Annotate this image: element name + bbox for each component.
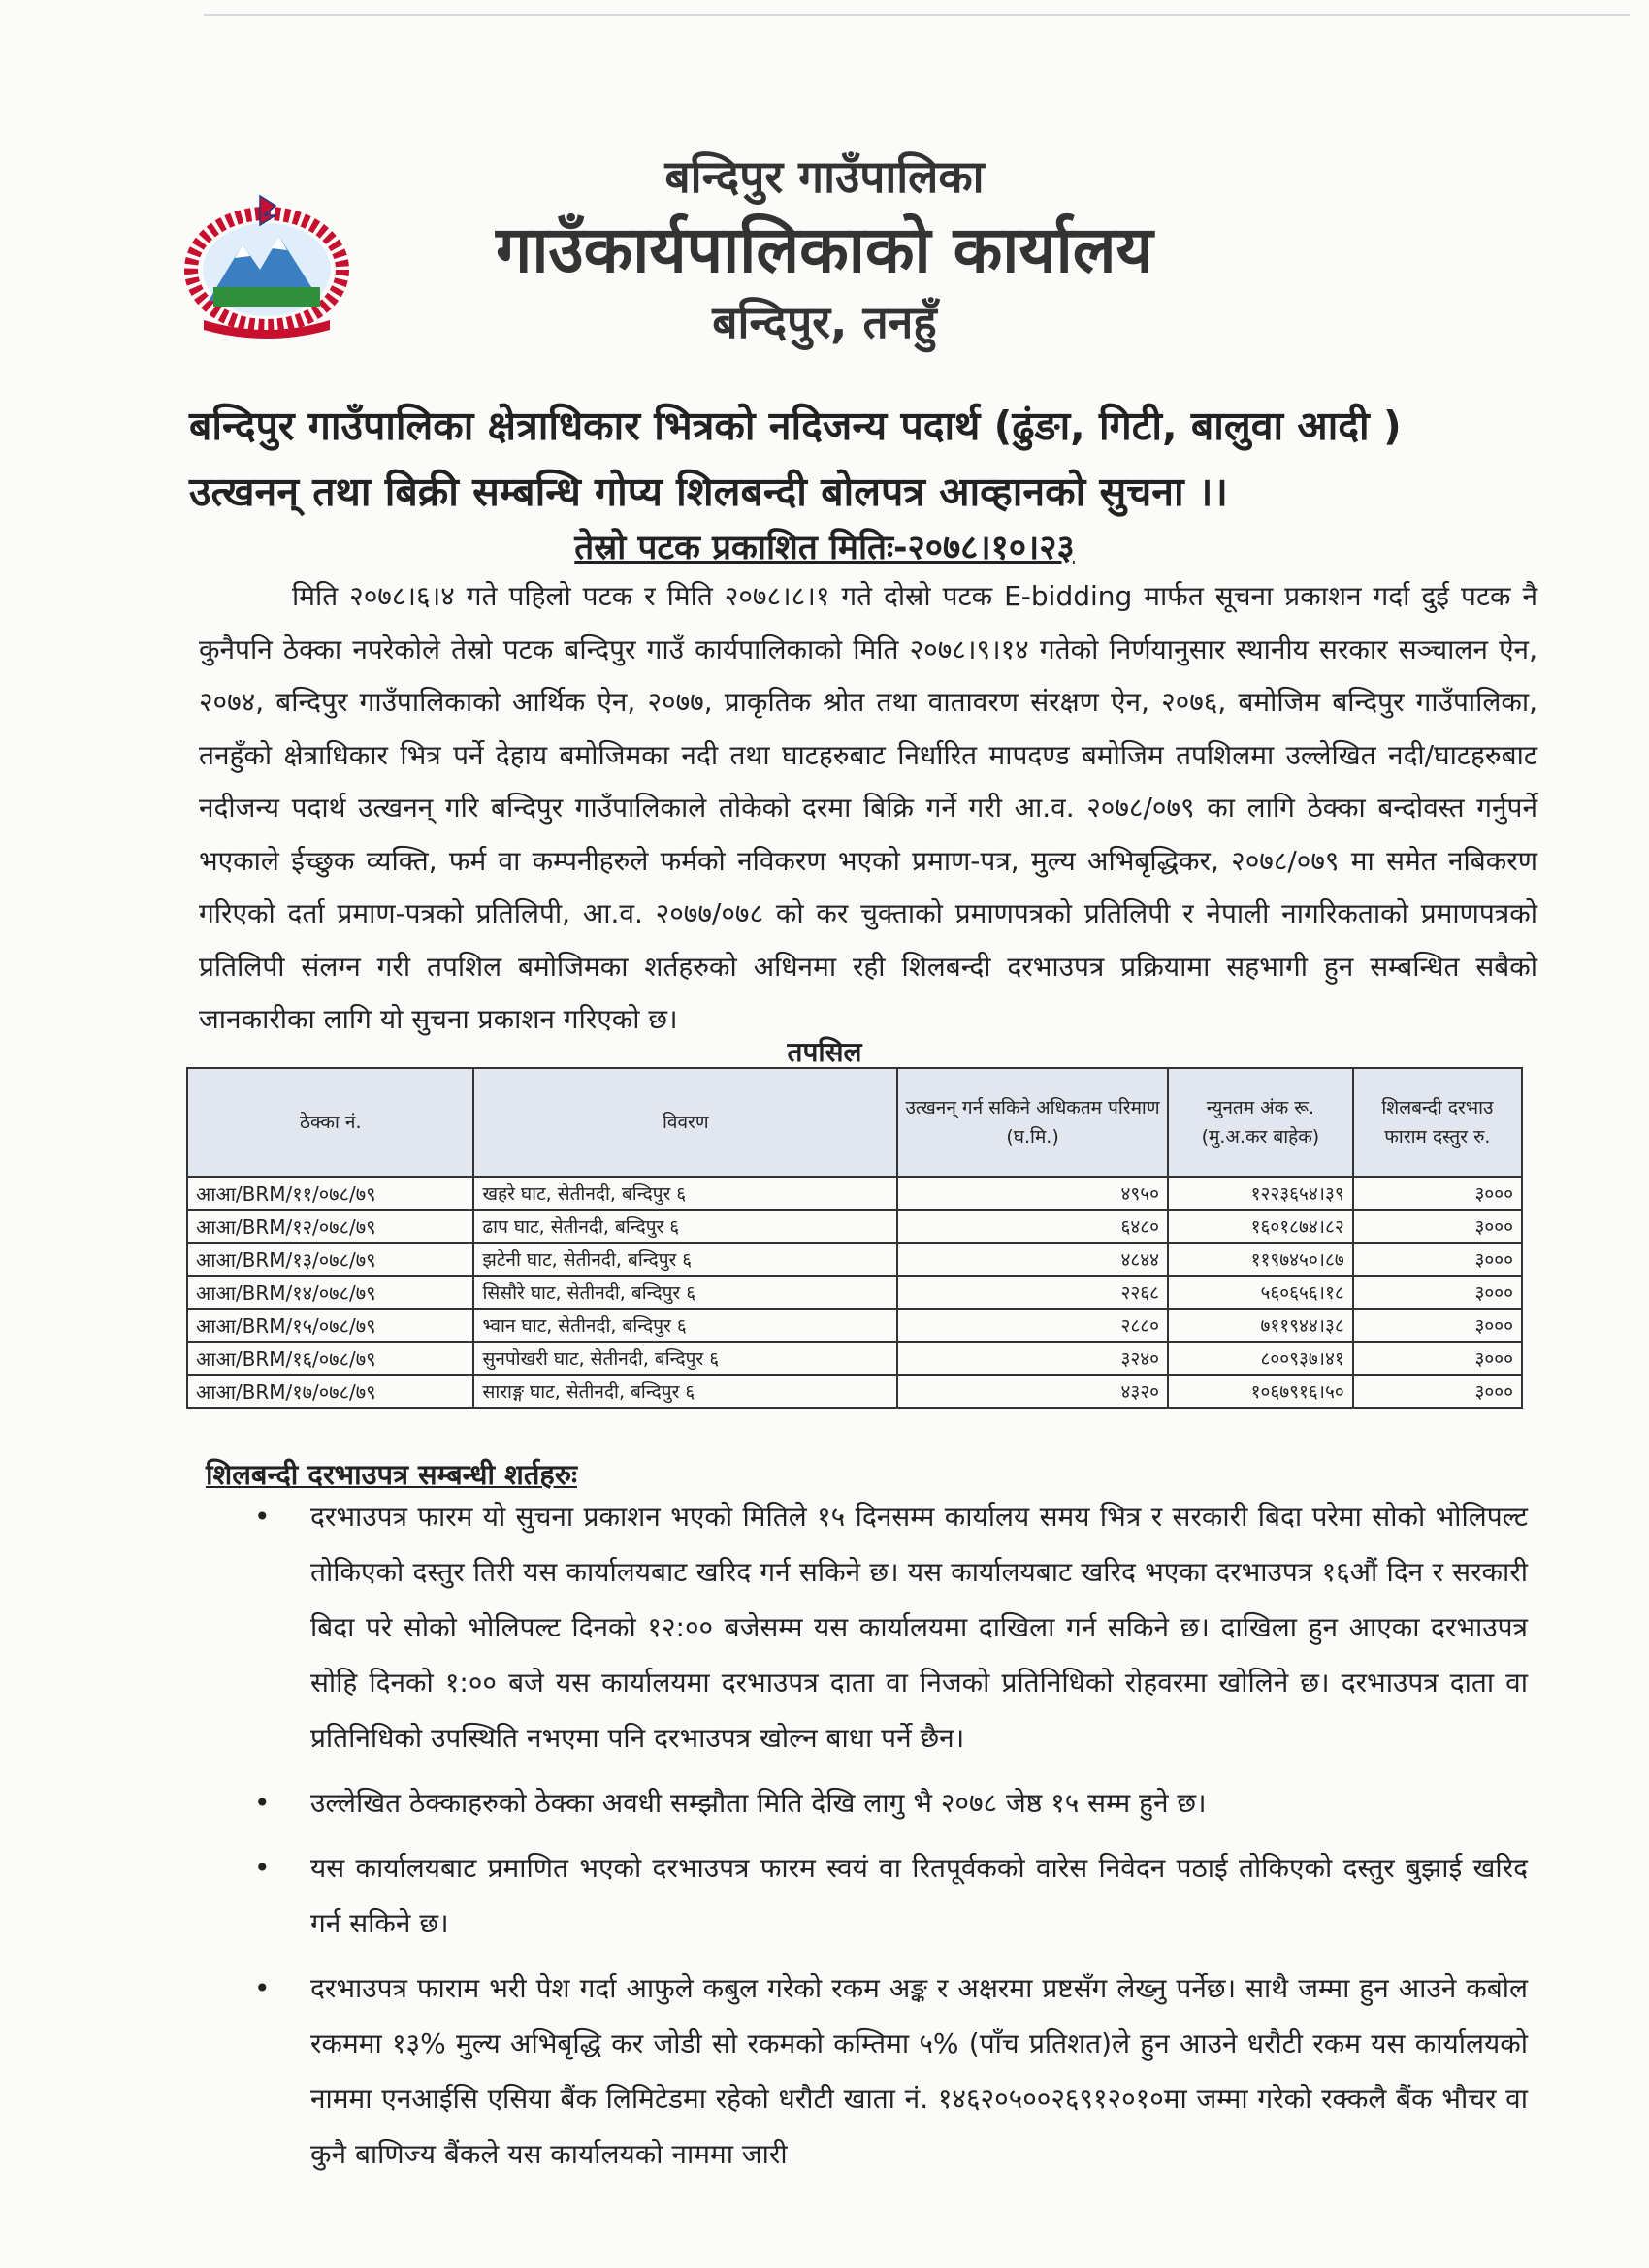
table-row	[187, 1309, 1522, 1342]
condition-text: दरभाउपत्र फाराम भरी पेश गर्दा आफुले कबुल गरेको रकम अङ्क र अक्षरमा प्रष्टसँग लेख्नु पर्नेछ। साथै जम्मा हुन आउने कबोल रकममा १३% मुल्य अभिबृद्धि कर जोडी सो रकमको कम्तिमा ५% (पाँच प्रतिशत)ले हुन आउने धरौटी रकम यस कार्यालयको नाममा एनआईसि एसिया बैंक लिमिटेडमा रहेको धरौटी खाता नं. १४६२०५००२६९१२०१०मा जम्मा गरेको रक्कलै बैंक भौचर वा कुनै बाणिज्य बैंकले यस कार्यालयको नाममा जारी	[310, 1972, 1528, 2170]
col-header-form-fee: शिलबन्दी दरभाउ फाराम दस्तुर रु.	[1353, 1068, 1522, 1177]
cell-description: साराङ्ग घाट, सेतीनदी, बन्दिपुर ६	[473, 1375, 897, 1408]
condition-item	[242, 1840, 1528, 1951]
cell-description: झटेनी घाट, सेतीनदी, बन्दिपुर ६	[473, 1243, 897, 1276]
table-header-row	[187, 1068, 1522, 1177]
col-header-max-quantity: उत्खनन् गर्न सकिने अधिकतम परिमाण (घ.मि.)	[897, 1068, 1168, 1177]
cell-min-amount: ११९७४५०।८७	[1168, 1243, 1353, 1276]
cell-description: खहरे घाट, सेतीनदी, बन्दिपुर ६	[473, 1177, 897, 1210]
bullet-icon: •	[254, 1787, 271, 1819]
cell-contract-no: आआ/BRM/१५/०७८/७९	[187, 1309, 473, 1342]
published-date	[0, 524, 1649, 569]
cell-max-quantity: ४३२०	[897, 1375, 1168, 1408]
table-row	[187, 1177, 1522, 1210]
table-row	[187, 1276, 1522, 1309]
conditions-list	[242, 1489, 1528, 2191]
municipality-name: बन्दिपुर गाउँपालिका	[664, 150, 985, 203]
cell-max-quantity: २२६८	[897, 1276, 1168, 1309]
cell-min-amount: १२२३६५४।३९	[1168, 1177, 1353, 1210]
table-row	[187, 1210, 1522, 1243]
cell-form-fee: ३०००	[1353, 1309, 1522, 1342]
cell-min-amount: ८००९३७।४१	[1168, 1342, 1353, 1375]
condition-text: दरभाउपत्र फारम यो सुचना प्रकाशन भएको मितिले १५ दिनसम्म कार्यालय समय भित्र र सरकारी बिदा परेमा सोको भोलिपल्ट तोकिएको दस्तुर तिरी यस कार्यालयबाट खरिद गर्न सकिने छ। यस कार्यालयबाट खरिद भएका दरभाउपत्र १६औं दिन र सरकारी बिदा परे सोको भोलिपल्ट दिनको १२:०० बजेसम्म यस कार्यालयमा दाखिला गर्न सकिने छ। दाखिला हुन आएका दरभाउपत्र सोहि दिनको १:०० बजे यस कार्यालयमा दरभाउपत्र दाता वा निजको प्रतिनिधिको रोहवरमा खोलिने छ। दरभाउपत्र दाता वा प्रतिनिधिको उपस्थिति नभएमा पनि दरभाउपत्र खोल्न बाधा पर्ने छैन।	[310, 1501, 1528, 1754]
cell-description: सिसौरे घाट, सेतीनदी, बन्दिपुर ६	[473, 1276, 897, 1309]
notice-body: मिति २०७८।६।४ गते पहिलो पटक र मिति २०७८।८।१ गते दोस्रो पटक E-bidding मार्फत सूचना प्रकाशन गर्दा दुई पटक नै कुनैपनि ठेक्का नपरेकोले तेस्रो पटक बन्दिपुर गाउँ कार्यपालिकाको मिति २०७८।९।१४ गतेको निर्णयानुसार स्थानीय सरकार सञ्चालन ऐन, २०७४, बन्दिपुर गाउँपालिकाको आर्थिक ऐन, २०७७, प्राकृतिक श्रोत तथा वातावरण संरक्षण ऐन, २०७६, बमोजिम बन्दिपुर गाउँपालिका, तनहुँको क्षेत्राधिकार भित्र पर्ने देहाय बमोजिमका नदी तथा घाटहरुबाट निर्धारित मापदण्ड बमोजिम तपशिलमा उल्लेखित नदी/घाटहरुबाट नदीजन्य पदार्थ उत्खनन् गरि बन्दिपुर गाउँपालिकाले तोकेको दरमा बिक्रि गर्ने गरी आ.व. २०७८/०७९ का लागि ठेक्का बन्दोवस्त गर्नुपर्ने भएकाले ईच्छुक व्यक्ति, फर्म वा कम्पनीहरुले फर्मको नविकरण भएको प्रमाण-पत्र, मुल्य अभिबृद्धिकर, २०७८/०७९ मा समेत नबिकरण गरिएको दर्ता प्रमाण-पत्रको प्रतिलिपी, आ.व. २०७७/०७८ को कर चुक्ताको प्रमाणपत्रको प्रतिलिपी र नेपाली नागरिकताको प्रमाणपत्रको प्रतिलिपी संलग्न गरी तपशिल बमोजिमका शर्तहरुको अधिनमा रही शिलबन्दी दरभाउपत्र प्रक्रियामा सहभागी हुन सम्बन्धित सबैको जानकारीका लागि यो सुचना प्रकाशन गरिएको छ।	[199, 580, 1537, 1035]
cell-max-quantity: ३२४०	[897, 1342, 1168, 1375]
cell-min-amount: १०६७९१६।५०	[1168, 1375, 1353, 1408]
notice-title-line2: उत्खनन् तथा बिक्री सम्बन्धि गोप्य शिलबन्दी बोलपत्र आव्हानको सुचना ।।	[189, 469, 1228, 515]
cell-contract-no: आआ/BRM/११/०७८/७९	[187, 1177, 473, 1210]
cell-contract-no: आआ/BRM/१२/०७८/७९	[187, 1210, 473, 1243]
bullet-icon: •	[254, 1972, 271, 2004]
condition-item	[242, 1775, 1528, 1831]
cell-form-fee: ३०००	[1353, 1342, 1522, 1375]
col-header-contract-no: ठेक्का नं.	[187, 1068, 473, 1177]
page-edge-rule	[204, 14, 1630, 16]
table-row	[187, 1375, 1522, 1408]
cell-min-amount: ७११९४४।३८	[1168, 1309, 1353, 1342]
contract-table	[186, 1067, 1523, 1409]
cell-min-amount: ५६०६५६।१८	[1168, 1276, 1353, 1309]
office-name: गाउँकार्यपालिकाको कार्यालय	[496, 212, 1153, 287]
cell-description: ढाप घाट, सेतीनदी, बन्दिपुर ६	[473, 1210, 897, 1243]
condition-text: यस कार्यालयबाट प्रमाणित भएको दरभाउपत्र फारम स्वयं वा रितपूर्वकको वारेस निवेदन पठाई तोकिएको दस्तुर बुझाई खरिद गर्न सकिने छ।	[310, 1852, 1528, 1939]
cell-contract-no: आआ/BRM/१७/०७८/७९	[187, 1375, 473, 1408]
condition-item	[242, 1489, 1528, 1766]
col-header-min-amount: न्युनतम अंक रू. (मु.अ.कर बाहेक)	[1168, 1068, 1353, 1177]
cell-description: सुनपोखरी घाट, सेतीनदी, बन्दिपुर ६	[473, 1342, 897, 1375]
office-location: बन्दिपुर, तनहुँ	[712, 296, 937, 348]
cell-description: भ्वान घाट, सेतीनदी, बन्दिपुर ६	[473, 1309, 897, 1342]
cell-max-quantity: २८८०	[897, 1309, 1168, 1342]
cell-contract-no: आआ/BRM/१६/०७८/७९	[187, 1342, 473, 1375]
cell-form-fee: ३०००	[1353, 1276, 1522, 1309]
cell-form-fee: ३०००	[1353, 1375, 1522, 1408]
cell-form-fee: ३०००	[1353, 1177, 1522, 1210]
cell-form-fee: ३०००	[1353, 1210, 1522, 1243]
cell-min-amount: १६०१८७४।८२	[1168, 1210, 1353, 1243]
bullet-icon: •	[254, 1852, 271, 1884]
published-date-text: तेस्रो पटक प्रकाशित मितिः-२०७८।१०।२३	[574, 529, 1075, 567]
conditions-heading: शिलबन्दी दरभाउपत्र सम्बन्धी शर्तहरुः	[206, 1458, 577, 1491]
cell-form-fee: ३०००	[1353, 1243, 1522, 1276]
condition-text: उल्लेखित ठेक्काहरुको ठेक्का अवधी सम्झौता मिति देखि लागु भै २०७८ जेष्ठ १५ सम्म हुने छ।	[310, 1787, 1207, 1819]
cell-contract-no: आआ/BRM/१४/०७८/७९	[187, 1276, 473, 1309]
notice-title-line1: बन्दिपुर गाउँपालिका क्षेत्राधिकार भित्रको नदिजन्य पदार्थ (ढुंङा, गिटी, बालुवा आदी )	[189, 403, 1402, 449]
cell-max-quantity: ६४८०	[897, 1210, 1168, 1243]
table-row	[187, 1243, 1522, 1276]
bullet-icon: •	[254, 1501, 271, 1533]
col-header-description: विवरण	[473, 1068, 897, 1177]
table-caption: तपसिल	[787, 1036, 862, 1068]
condition-item	[242, 1960, 1528, 2182]
cell-contract-no: आआ/BRM/१३/०७८/७९	[187, 1243, 473, 1276]
cell-max-quantity: ४८४४	[897, 1243, 1168, 1276]
table-row	[187, 1342, 1522, 1375]
cell-max-quantity: ४९५०	[897, 1177, 1168, 1210]
